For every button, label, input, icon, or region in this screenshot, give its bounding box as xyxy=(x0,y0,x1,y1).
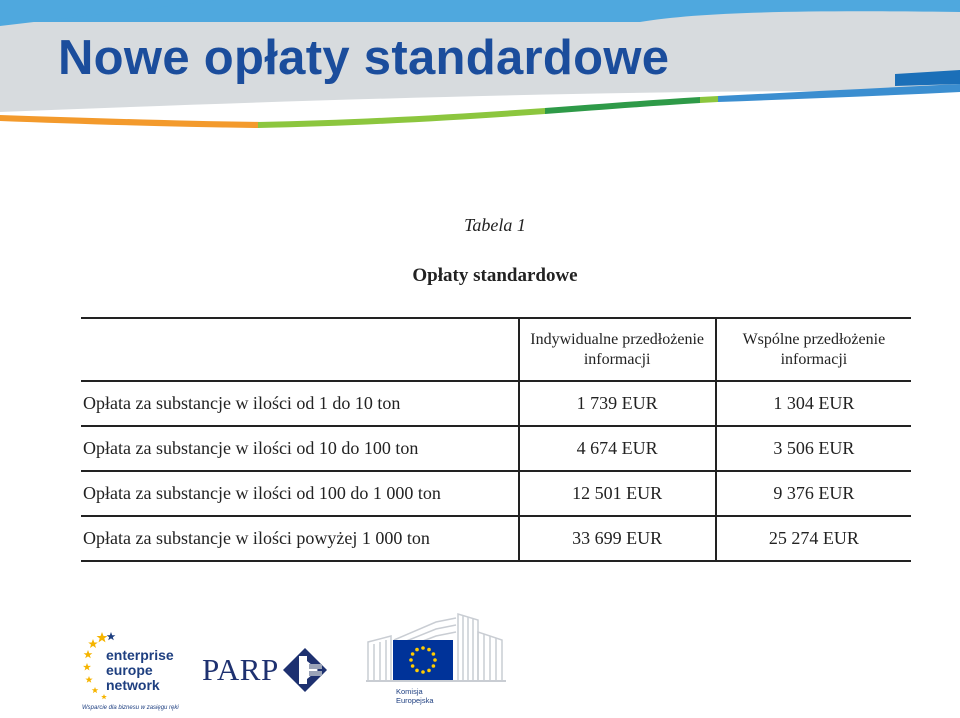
row-label: Opłata za substancje w ilości od 10 do 100 ton xyxy=(81,426,519,471)
table-row xyxy=(81,471,911,516)
row-label: Opłata za substancje w ilości od 100 do 1 000 ton xyxy=(81,471,519,516)
fee-individual: 4 674 EUR xyxy=(519,426,716,471)
eu-flag-icon xyxy=(393,640,453,680)
ec-logo xyxy=(366,612,506,712)
table-caption: Tabela 1 xyxy=(464,215,526,235)
ec-name: Komisja Europejska xyxy=(396,687,434,705)
parp-logo xyxy=(202,645,330,695)
table-header-row xyxy=(81,318,911,381)
header-empty-cell xyxy=(81,318,519,381)
een-word-enterprise: enterprise xyxy=(106,647,174,663)
fees-table xyxy=(81,317,911,562)
table-row xyxy=(81,426,911,471)
fee-individual: 33 699 EUR xyxy=(519,516,716,561)
fee-joint: 1 304 EUR xyxy=(716,381,911,426)
een-word-network: network xyxy=(106,677,160,693)
parp-wordmark: PARP xyxy=(202,652,279,687)
een-word-europe: europe xyxy=(106,662,153,678)
fee-joint: 25 274 EUR xyxy=(716,516,911,561)
een-logo xyxy=(80,628,180,716)
fee-joint: 9 376 EUR xyxy=(716,471,911,516)
header-joint: Wspólne przedłożenie informacji xyxy=(716,318,911,381)
parp-arrows-icon xyxy=(282,647,328,693)
fee-joint: 3 506 EUR xyxy=(716,426,911,471)
row-label: Opłata za substancje w ilości od 1 do 10 ton xyxy=(81,381,519,426)
row-label: Opłata za substancje w ilości powyżej 1 000 ton xyxy=(81,516,519,561)
fee-individual: 1 739 EUR xyxy=(519,381,716,426)
table-row xyxy=(81,381,911,426)
fee-individual: 12 501 EUR xyxy=(519,471,716,516)
table-row xyxy=(81,516,911,561)
header-individual: Indywidualne przedłożenie informacji xyxy=(519,318,716,381)
table-heading: Opłaty standardowe xyxy=(412,265,578,286)
een-tagline: Wsparcie dla biznesu w zasięgu ręki xyxy=(82,705,179,711)
slide-title: Nowe opłaty standardowe xyxy=(58,31,670,85)
